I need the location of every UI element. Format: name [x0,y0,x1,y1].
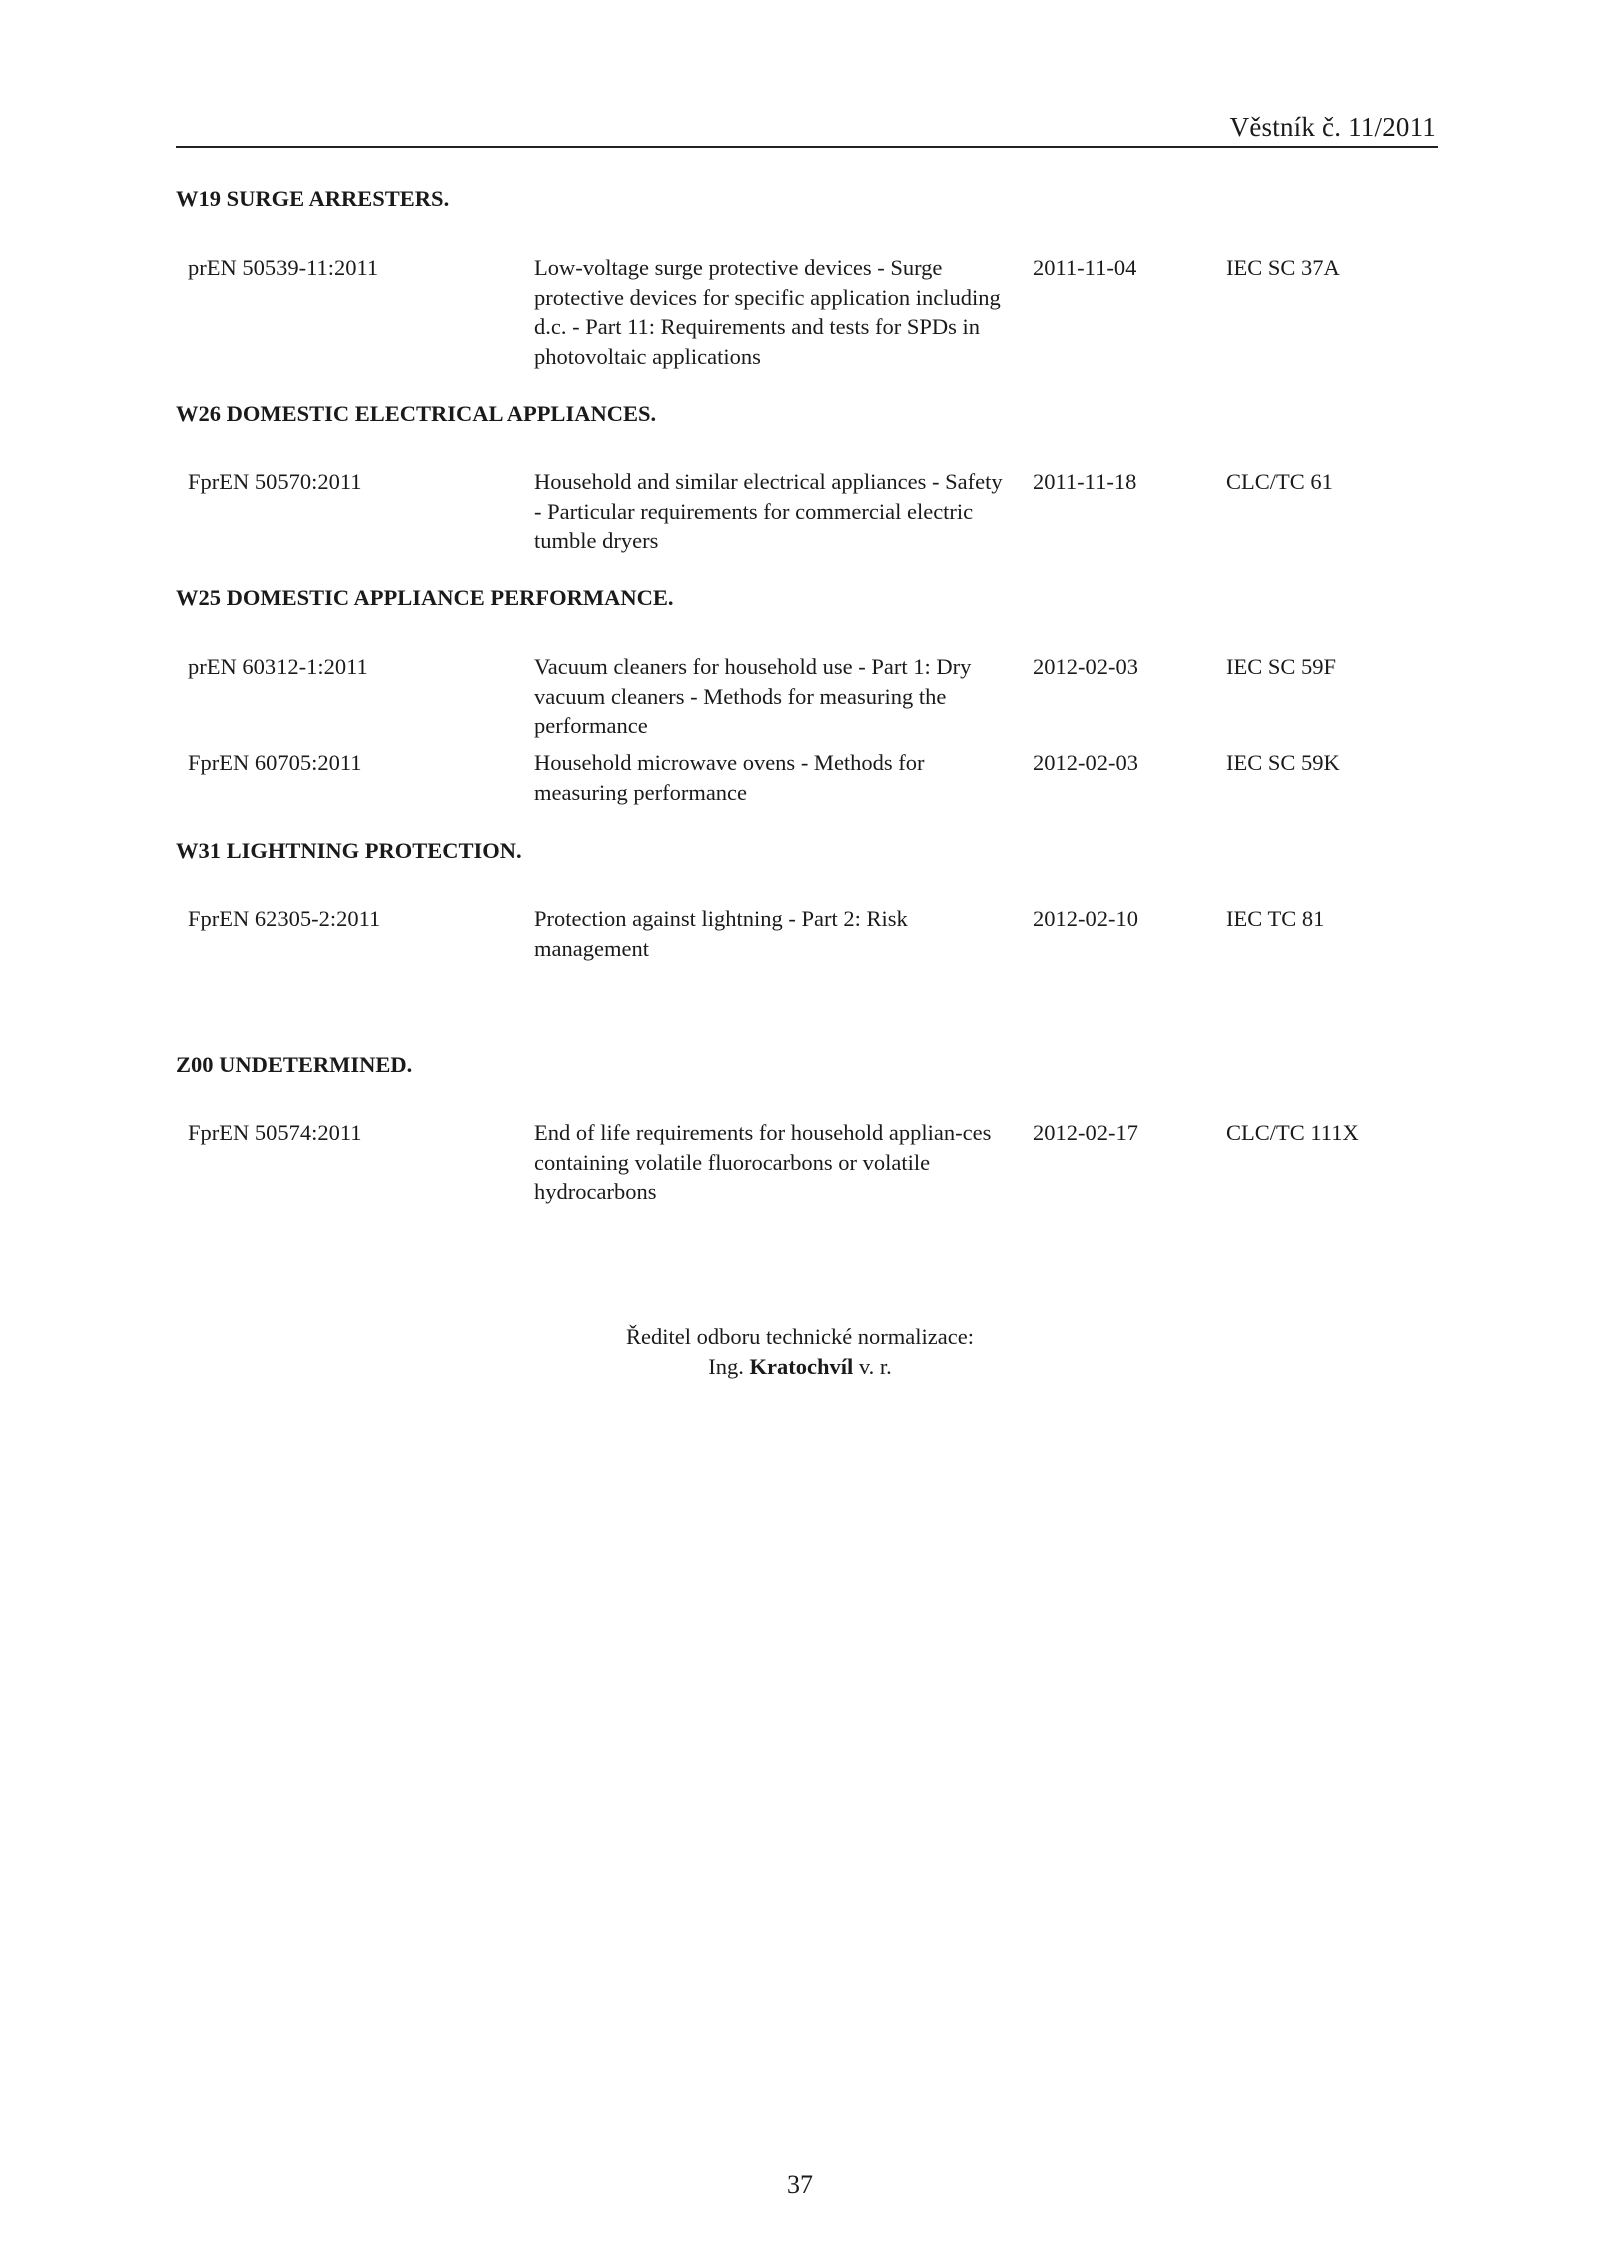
standard-committee: IEC SC 59K [1226,750,1340,775]
standard-title: End of life requirements for household applian-ces containing volatile fluorocarbons or volatile hydrocarbons [534,1120,992,1204]
journal-issue: Věstník č. 11/2011 [1229,112,1436,142]
standard-title: Low-voltage surge protective devices - Surge protective devices for specific application including d.c. - Part 11: Requirements and tests for SPDs in photovoltaic applications [534,255,1001,369]
standard-title: Household microwave ovens - Methods for measuring performance [534,750,925,805]
standard-date: 2011-11-18 [1033,469,1137,494]
standard-code: FprEN 50570:2011 [188,469,362,494]
signature-suffix: v. r. [858,1354,892,1379]
standard-date: 2011-11-04 [1033,255,1137,280]
standard-code: FprEN 62305-2:2011 [188,906,381,931]
signature-prefix: Ing. [708,1354,744,1379]
standard-code: FprEN 50574:2011 [188,1120,362,1145]
signature-person [0,1352,1600,1382]
standard-committee: CLC/TC 61 [1226,469,1333,494]
standard-committee: IEC SC 37A [1226,255,1340,280]
standard-code: prEN 50539-11:2011 [188,255,379,280]
standard-entry [176,748,1438,808]
standard-committee: CLC/TC 111X [1226,1120,1359,1145]
standard-date: 2012-02-03 [1033,654,1138,679]
signature-role: Ředitel odboru technické normalizace: [626,1324,974,1349]
standard-title: Household and similar electrical appliances - Safety - Particular requirements for commercial electric tumble dryers [534,469,1003,553]
standard-entry [176,904,1438,964]
signature-block [0,1322,1600,1382]
standard-date: 2012-02-03 [1033,750,1138,775]
section-title-w25: W25 DOMESTIC APPLIANCE PERFORMANCE. [176,585,674,610]
section-title-w26: W26 DOMESTIC ELECTRICAL APPLIANCES. [176,401,657,426]
standard-date: 2012-02-10 [1033,906,1138,931]
section-title-w31: W31 LIGHTNING PROTECTION. [176,838,522,863]
signature-name: Kratochvíl [749,1354,854,1379]
standard-entry [176,1118,1438,1208]
standard-date: 2012-02-17 [1033,1120,1138,1145]
standard-code: prEN 60312-1:2011 [188,654,368,679]
standard-entry [176,253,1438,373]
section-title-w19: W19 SURGE ARRESTERS. [176,186,450,211]
section-title-z00: Z00 UNDETERMINED. [176,1052,413,1077]
standard-committee: IEC SC 59F [1226,654,1337,679]
standard-committee: IEC TC 81 [1226,906,1325,931]
page-number: 37 [787,2170,813,2199]
standard-entry [176,467,1438,557]
standard-title: Protection against lightning - Part 2: Risk management [534,906,908,961]
standard-code: FprEN 60705:2011 [188,750,362,775]
standard-entry [176,652,1438,742]
standard-title: Vacuum cleaners for household use - Part 1: Dry vacuum cleaners - Methods for measuring the performance [534,654,972,738]
page-header [176,108,1438,148]
